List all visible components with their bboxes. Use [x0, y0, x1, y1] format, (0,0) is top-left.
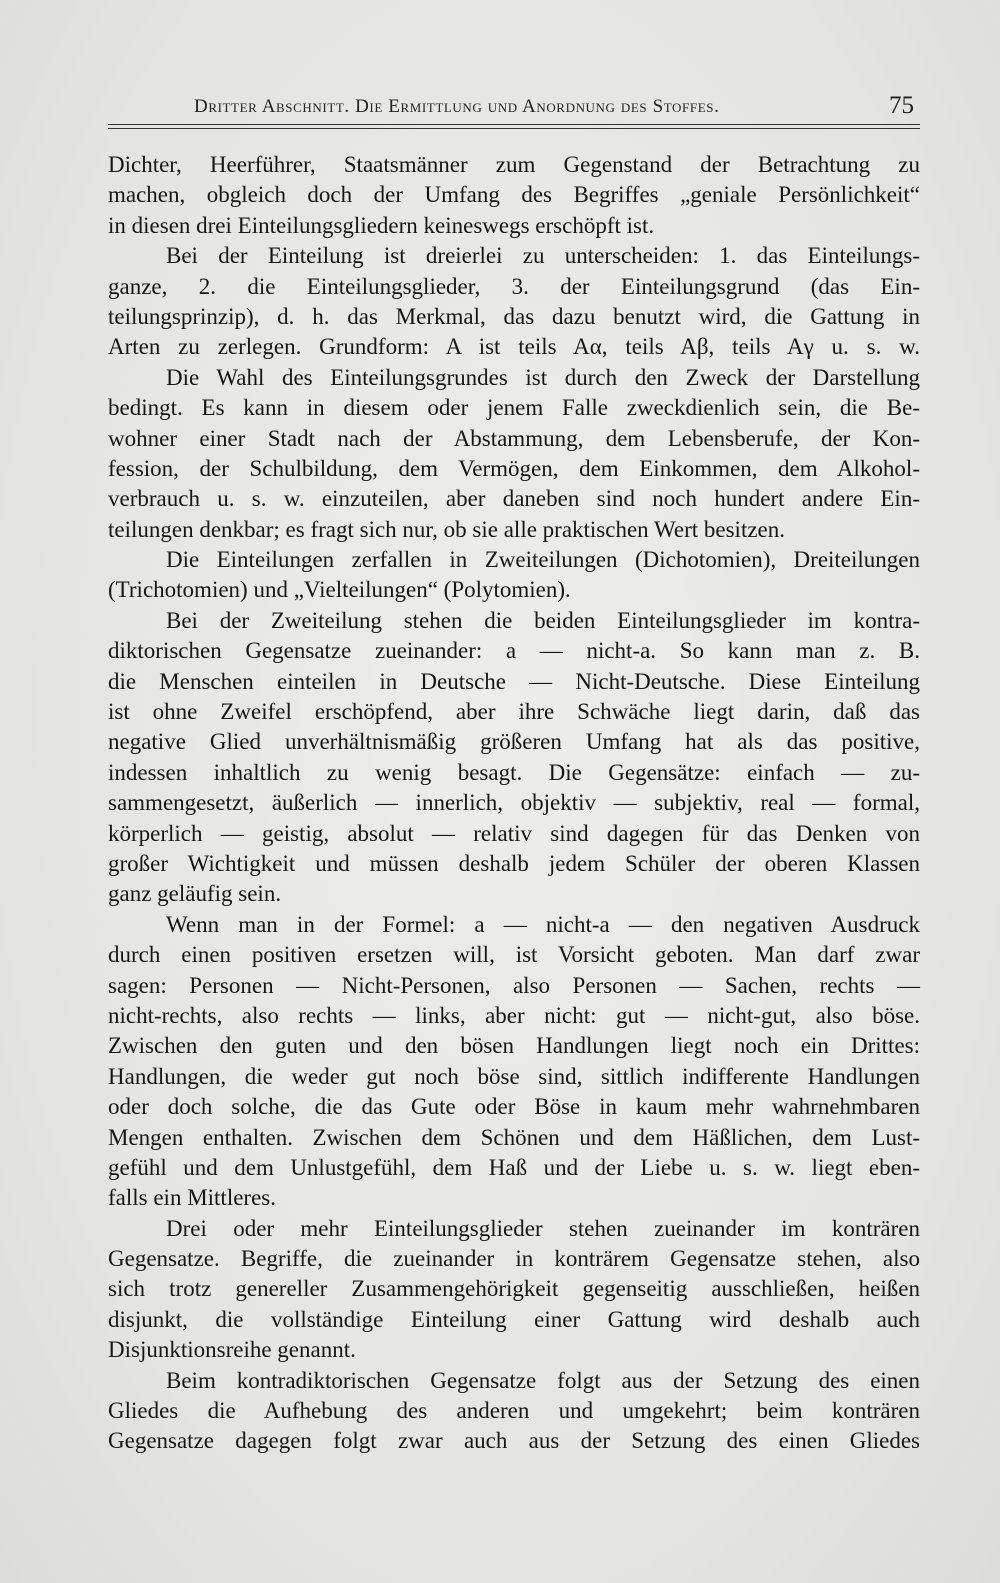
text-line: sagen: Personen — Nicht-Personen, also Personen — Sachen, rechts —	[108, 972, 920, 998]
text-line: bedingt. Es kann in diesem oder jenem Falle zweckdienlich sein, die Be-	[108, 395, 920, 421]
header-double-rule	[108, 124, 920, 129]
text-line: Bei der Einteilung ist dreierlei zu unterscheiden: 1. das Einteilungs-	[166, 243, 920, 269]
text-line: Bei der Zweiteilung stehen die beiden Einteilungsglieder im kontra-	[166, 607, 920, 633]
text-line: gefühl und dem Unlustgefühl, dem Haß und der Liebe u. s. w. liegt eben-	[108, 1154, 920, 1180]
text-line: oder doch solche, die das Gute oder Böse in kaum mehr wahrnehmbaren	[108, 1094, 920, 1120]
text-line: körperlich — geistig, absolut — relativ sind dagegen für das Denken von	[108, 820, 920, 846]
text-line: teilungsprinzip), d. h. das Merkmal, das dazu benutzt wird, die Gattung in	[108, 303, 920, 329]
text-line: Die Einteilungen zerfallen in Zweiteilungen (Dichotomien), Dreiteilungen	[166, 547, 920, 573]
text-line: fession, der Schulbildung, dem Vermögen, dem Einkommen, dem Alkohol-	[108, 455, 920, 481]
text-line: großer Wichtigkeit und müssen deshalb jedem Schüler der oberen Klassen	[108, 850, 920, 876]
text-line: Zwischen den guten und den bösen Handlungen liegt noch ein Drittes:	[108, 1033, 920, 1059]
text-line: Gegensatze. Begriffe, die zueinander in konträrem Gegensatze stehen, also	[108, 1246, 920, 1272]
text-line: die Menschen einteilen in Deutsche — Nicht-Deutsche. Diese Einteilung	[108, 668, 920, 694]
text-line: durch einen positiven ersetzen will, ist Vorsicht geboten. Man darf zwar	[108, 942, 920, 968]
text-line: Die Wahl des Einteilungsgrundes ist durch den Zweck der Darstellung	[166, 364, 920, 390]
text-line: falls ein Mittleres.	[108, 1185, 276, 1211]
text-line: Beim kontradiktorischen Gegensatze folgt aus der Setzung des einen	[166, 1367, 920, 1393]
text-line: Gliedes die Aufhebung des anderen und umgekehrt; beim konträren	[108, 1398, 920, 1424]
running-head-title: Dritter Abschnitt. Die Ermittlung und Anordnung des Stoffes.	[194, 96, 720, 117]
text-line: diktorischen Gegensatze zueinander: a — nicht-a. So kann man z. B.	[108, 638, 920, 664]
text-line: Disjunktionsreihe genannt.	[108, 1337, 356, 1363]
running-header	[108, 92, 920, 126]
text-line: disjunkt, die vollständige Einteilung einer Gattung wird deshalb auch	[108, 1306, 920, 1332]
text-line: negative Glied unverhältnismäßig größeren Umfang hat als das positive,	[108, 729, 920, 755]
text-line: Mengen enthalten. Zwischen dem Schönen und dem Häßlichen, dem Lust-	[108, 1124, 920, 1150]
text-line: ist ohne Zweifel erschöpfend, aber ihre Schwäche liegt darin, daß das	[108, 699, 920, 725]
page-number: 75	[889, 92, 914, 119]
text-line: indessen inhaltlich zu wenig besagt. Die Gegensätze: einfach — zu-	[108, 759, 920, 785]
text-line: wohner einer Stadt nach der Abstammung, dem Lebensberufe, der Kon-	[108, 425, 920, 451]
text-line: nicht-rechts, also rechts — links, aber nicht: gut — nicht-gut, also böse.	[108, 1002, 920, 1028]
text-line: Dichter, Heerführer, Staatsmänner zum Gegenstand der Betrachtung zu	[108, 152, 920, 177]
text-line: ganze, 2. die Einteilungsglieder, 3. der Einteilungsgrund (das Ein-	[108, 273, 920, 299]
text-line: Handlungen, die weder gut noch böse sind, sittlich indifferente Handlungen	[108, 1063, 920, 1089]
text-line: (Trichotomien) und „Vielteilungen“ (Polytomien).	[108, 577, 571, 603]
text-line: Drei oder mehr Einteilungsglieder stehen zueinander im konträren	[166, 1215, 920, 1241]
text-line: verbrauch u. s. w. einzuteilen, aber daneben sind noch hundert andere Ein-	[108, 486, 920, 512]
body-text	[108, 150, 920, 1457]
text-line: Wenn man in der Formel: a — nicht-a — den negativen Ausdruck	[166, 911, 920, 937]
text-line: teilungen denkbar; es fragt sich nur, ob sie alle praktischen Wert besitzen.	[108, 516, 785, 542]
text-line: sammengesetzt, äußerlich — innerlich, objektiv — subjektiv, real — formal,	[108, 790, 920, 816]
text-line: Gegensatze dagegen folgt zwar auch aus der Setzung des einen Gliedes	[108, 1428, 920, 1454]
text-line: machen, obgleich doch der Umfang des Begriffes „geniale Persönlichkeit“	[108, 182, 920, 208]
text-line: in diesen drei Einteilungsgliedern keineswegs erschöpft ist.	[108, 212, 655, 238]
text-line: Arten zu zerlegen. Grundform: A ist teils Aα, teils Aβ, teils Aγ u. s. w.	[108, 334, 920, 360]
text-line: sich trotz genereller Zusammengehörigkeit gegenseitig ausschließen, heißen	[108, 1276, 920, 1302]
text-line: ganz geläufig sein.	[108, 881, 282, 907]
